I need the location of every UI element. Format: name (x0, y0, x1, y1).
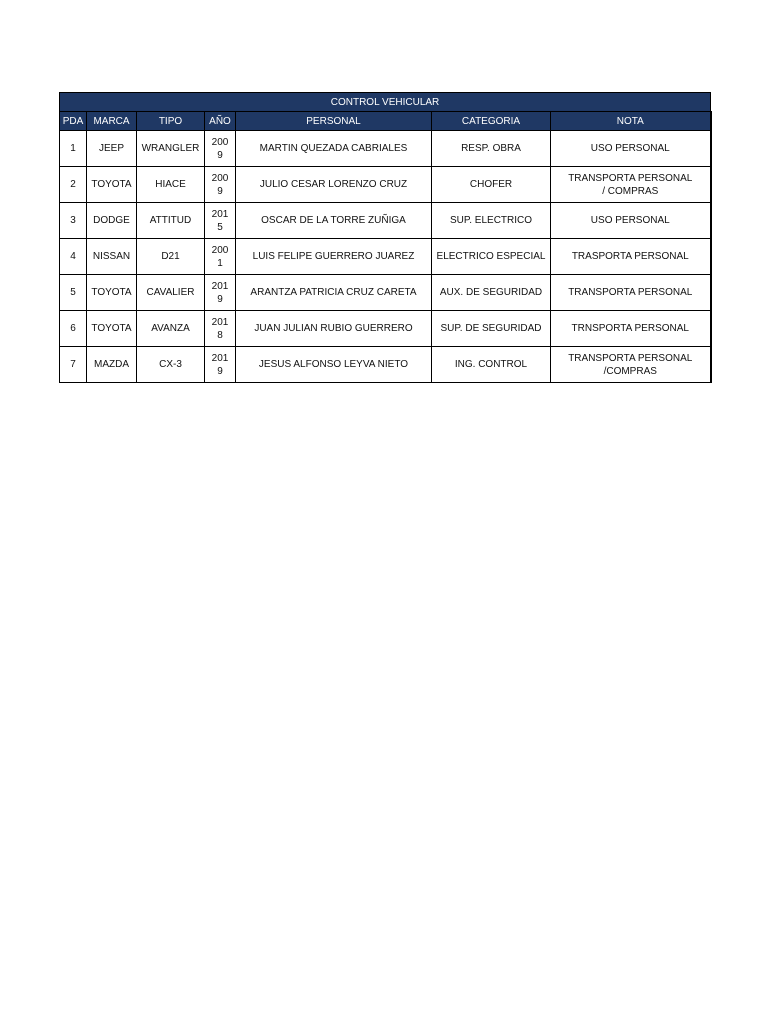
cell-nota (551, 203, 711, 239)
cell-marca: DODGE (87, 203, 137, 239)
cell-personal: JULIO CESAR LORENZO CRUZ (236, 167, 432, 203)
cell-personal: JESUS ALFONSO LEYVA NIETO (236, 347, 432, 383)
cell-pda: 4 (60, 239, 87, 275)
vehicle-control-table (59, 92, 712, 383)
cell-nota-line-1: TRANSPORTA PERSONAL (568, 352, 693, 364)
cell-personal: ARANTZA PATRICIA CRUZ CARETA (236, 275, 432, 311)
cell-categoria: ELECTRICO ESPECIAL (432, 239, 551, 275)
cell-anio-line-2: 9 (217, 365, 223, 377)
cell-nota-line-1: TRASPORTA PERSONAL (571, 251, 689, 262)
table-row (60, 131, 711, 167)
table-header-row (60, 112, 711, 131)
cell-marca: MAZDA (87, 347, 137, 383)
cell-nota-line-1: USO PERSONAL (590, 215, 670, 226)
table-row (60, 275, 711, 311)
cell-categoria: CHOFER (432, 167, 551, 203)
cell-pda: 5 (60, 275, 87, 311)
cell-marca: TOYOTA (87, 311, 137, 347)
cell-nota (551, 311, 711, 347)
cell-anio (205, 239, 236, 275)
cell-pda: 6 (60, 311, 87, 347)
cell-nota-line-1: TRANSPORTA PERSONAL (568, 172, 693, 184)
header-categoria: CATEGORIA (432, 112, 551, 131)
cell-pda: 3 (60, 203, 87, 239)
cell-tipo: ATTITUD (137, 203, 205, 239)
cell-tipo: D21 (137, 239, 205, 275)
cell-anio-line-1: 201 (211, 208, 229, 220)
cell-anio-line-2: 9 (217, 185, 223, 197)
header-nota: NOTA (551, 112, 711, 131)
table-row (60, 311, 711, 347)
cell-nota (551, 275, 711, 311)
cell-anio-line-1: 200 (211, 172, 229, 184)
cell-anio-line-1: 201 (211, 352, 229, 364)
cell-anio-line-1: 200 (211, 244, 229, 256)
cell-categoria: SUP. DE SEGURIDAD (432, 311, 551, 347)
cell-personal: JUAN JULIAN RUBIO GUERRERO (236, 311, 432, 347)
header-anio: AÑO (205, 112, 236, 131)
cell-nota-line-2: /COMPRAS (603, 365, 657, 377)
cell-anio (205, 347, 236, 383)
cell-pda: 7 (60, 347, 87, 383)
cell-marca: TOYOTA (87, 275, 137, 311)
cell-nota (551, 131, 711, 167)
cell-nota-line-1: TRANSPORTA PERSONAL (568, 287, 693, 298)
cell-pda: 2 (60, 167, 87, 203)
cell-anio (205, 131, 236, 167)
cell-tipo: WRANGLER (137, 131, 205, 167)
cell-anio-line-1: 201 (211, 280, 229, 292)
header-personal: PERSONAL (236, 112, 432, 131)
cell-tipo: AVANZA (137, 311, 205, 347)
cell-categoria: AUX. DE SEGURIDAD (432, 275, 551, 311)
cell-nota-line-1: USO PERSONAL (590, 143, 670, 154)
cell-personal: OSCAR DE LA TORRE ZUÑIGA (236, 203, 432, 239)
cell-anio (205, 311, 236, 347)
table-row (60, 167, 711, 203)
cell-nota-line-2: / COMPRAS (602, 185, 659, 197)
table-title: CONTROL VEHICULAR (60, 93, 711, 112)
cell-anio-line-2: 5 (217, 221, 223, 233)
cell-tipo: HIACE (137, 167, 205, 203)
cell-nota (551, 347, 711, 383)
cell-categoria: RESP. OBRA (432, 131, 551, 167)
cell-anio (205, 275, 236, 311)
table-row (60, 239, 711, 275)
table-row (60, 347, 711, 383)
cell-anio (205, 167, 236, 203)
header-marca: MARCA (87, 112, 137, 131)
cell-tipo: CAVALIER (137, 275, 205, 311)
table-title-row (60, 93, 711, 112)
cell-marca: NISSAN (87, 239, 137, 275)
cell-anio-line-2: 9 (217, 149, 223, 161)
cell-anio-line-2: 1 (217, 257, 223, 269)
table-body (60, 131, 711, 383)
table-row (60, 203, 711, 239)
cell-nota (551, 167, 711, 203)
header-pda: PDA (60, 112, 87, 131)
cell-anio-line-2: 8 (217, 329, 223, 341)
cell-tipo: CX-3 (137, 347, 205, 383)
cell-marca: JEEP (87, 131, 137, 167)
cell-anio-line-1: 200 (211, 136, 229, 148)
cell-personal: MARTIN QUEZADA CABRIALES (236, 131, 432, 167)
cell-personal: LUIS FELIPE GUERRERO JUAREZ (236, 239, 432, 275)
header-tipo: TIPO (137, 112, 205, 131)
cell-anio-line-2: 9 (217, 293, 223, 305)
cell-nota-line-1: TRNSPORTA PERSONAL (571, 323, 689, 334)
cell-nota (551, 239, 711, 275)
cell-pda: 1 (60, 131, 87, 167)
cell-categoria: SUP. ELECTRICO (432, 203, 551, 239)
cell-categoria: ING. CONTROL (432, 347, 551, 383)
cell-anio (205, 203, 236, 239)
cell-anio-line-1: 201 (211, 316, 229, 328)
cell-marca: TOYOTA (87, 167, 137, 203)
